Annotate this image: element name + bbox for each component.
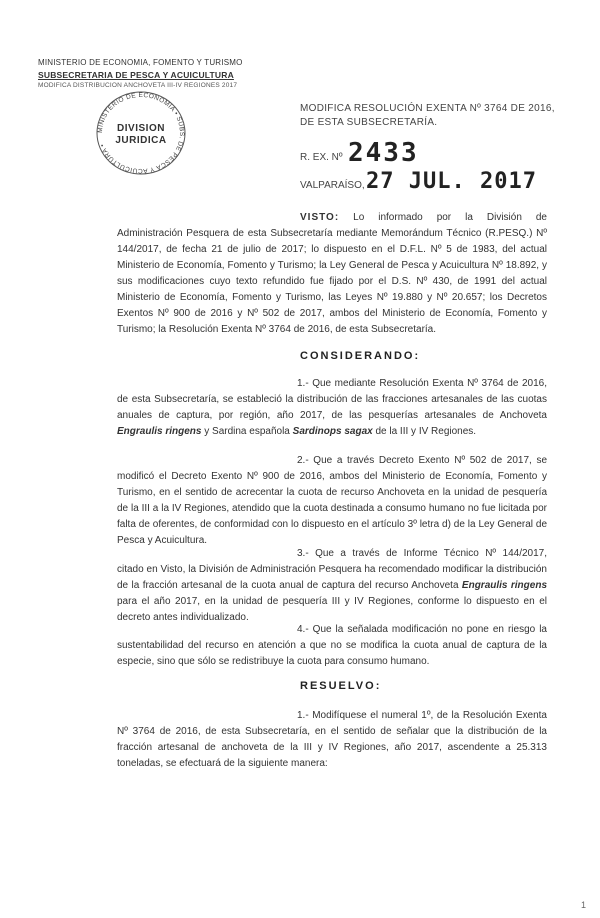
c1-species-2: Sardinops sagax	[292, 426, 373, 437]
stamp-line-division: DIVISION	[117, 123, 165, 134]
considerando-4: 4.- Que la señalada modificación no pone en riesgo la sustentabilidad del recurso en atención a que no se modifica la cuota anual de captura de la especie, sino que sólo se redistribuye la cuota para consumo humano.	[117, 624, 547, 667]
ministry-name: MINISTERIO DE ECONOMIA, FOMENTO Y TURISMO	[38, 58, 243, 67]
c3-text-a: 3.- Que a través de Informe Técnico Nº 144/2017, citado en Visto, la División de Administración Pesquera ha recomendado modificar la distribución de la fracción artesanal de la cuota anual de captura del recurso Anchoveta	[117, 548, 547, 591]
c3-species: Engraulis ringens	[461, 580, 548, 591]
c3-text-b: para el año 2017, en la unidad de pesquería III y IV Regiones, conforme lo dispuesto en el decreto antes individualizado.	[117, 596, 547, 623]
resolution-date: 27 JUL. 2017	[366, 169, 537, 194]
c1-text-c: de la III y IV Regiones.	[375, 426, 477, 437]
page-number: 1	[580, 900, 586, 910]
visto-paragraph	[117, 210, 547, 338]
considerando-2: 2.- Que a través Decreto Exento Nº 502 de 2017, se modificó el Decreto Exento Nº 900 de 2016, ambos del Ministerio de Economía, Fomento y Turismo, en el sentido de acrecentar la cuota de recurso Anchoveta en la unidad de pesquería de la III a la IV Regiones, atendido que la cuota destinada a consumo humano no fue licitada por falta de oferentes, de conformidad con lo dispuesto en el artículo 3º letra d) de la Ley General de Pesca y Acuicultura.	[117, 455, 547, 546]
considerando-heading: CONSIDERANDO:	[300, 350, 421, 362]
resuelvo-1: 1.- Modifíquese el numeral 1º, de la Resolución Exenta Nº 3764 de 2016, de esta Subsecretaría, en el sentido de señalar que la distribución de la fracción artesanal de anchoveta de la III y IV Regiones, año 2017, ascendente a 25.313 toneladas, se efectuará de la siguiente manera:	[117, 710, 547, 769]
stamp-line-juridica: JURIDICA	[115, 135, 167, 146]
place-label: VALPARAÍSO,	[300, 180, 365, 191]
resolution-title-line-1: MODIFICA RESOLUCIÓN EXENTA Nº 3764 DE 2016,	[300, 103, 555, 114]
c1-species-1: Engraulis ringens	[117, 426, 202, 437]
visto-text: Lo informado por la División de Administración Pesquera de esta Subsecretaría mediante Memorándum Técnico (R.PESQ.) Nº 144/2017, de fecha 21 de julio de 2017; lo dispuesto en el D.F.L. Nº 5 de 1983, del actual Ministerio de Economía, Fomento y Turismo; la Ley General de Pesca y Acuicultura Nº 18.892, y sus modificaciones cuyo texto refundido fue fijado por el D.S. Nº 430, de 1991 del actual Ministerio de Economía, Fomento y Turismo, las Leyes Nº 19.880 y Nº 20.657; los Decretos Exentos Nº 900 de 2016 y Nº 502 de 2017, ambos del Ministerio de Economía, Fomento y Turismo; la Resolución Exenta Nº 3764 de 2016, de esta Subsecretaría.	[117, 212, 547, 335]
rex-label: R. EX. Nº	[300, 152, 343, 163]
division-juridica-stamp	[92, 88, 190, 178]
resolution-title-line-2: DE ESTA SUBSECRETARÍA.	[300, 117, 438, 128]
resuelvo-heading: RESUELVO:	[300, 680, 382, 692]
visto-label: VISTO:	[300, 212, 340, 223]
considerando-3	[117, 546, 547, 626]
subsecretaria-name: SUBSECRETARIA DE PESCA Y ACUICULTURA	[38, 70, 234, 80]
rex-number: 2433	[348, 138, 419, 168]
c1-text-a: 1.- Que mediante Resolución Exenta Nº 3764 de 2016, de esta Subsecretaría, se estableció la distribución de las fracciones artesanales de las cuotas anuales de captura, por región, año 2017, de las pesquerías artesanales de Anchoveta	[117, 378, 547, 421]
stamp-ring-text: MINISTERIO DE ECONOMIA • SUBS. DE PESCA Y ACUICULTURA •	[96, 91, 186, 175]
considerando-1	[117, 376, 547, 440]
modification-line: MODIFICA DISTRIBUCION ANCHOVETA III-IV REGIONES 2017	[38, 82, 238, 89]
c1-text-b: y Sardina española	[204, 426, 290, 437]
